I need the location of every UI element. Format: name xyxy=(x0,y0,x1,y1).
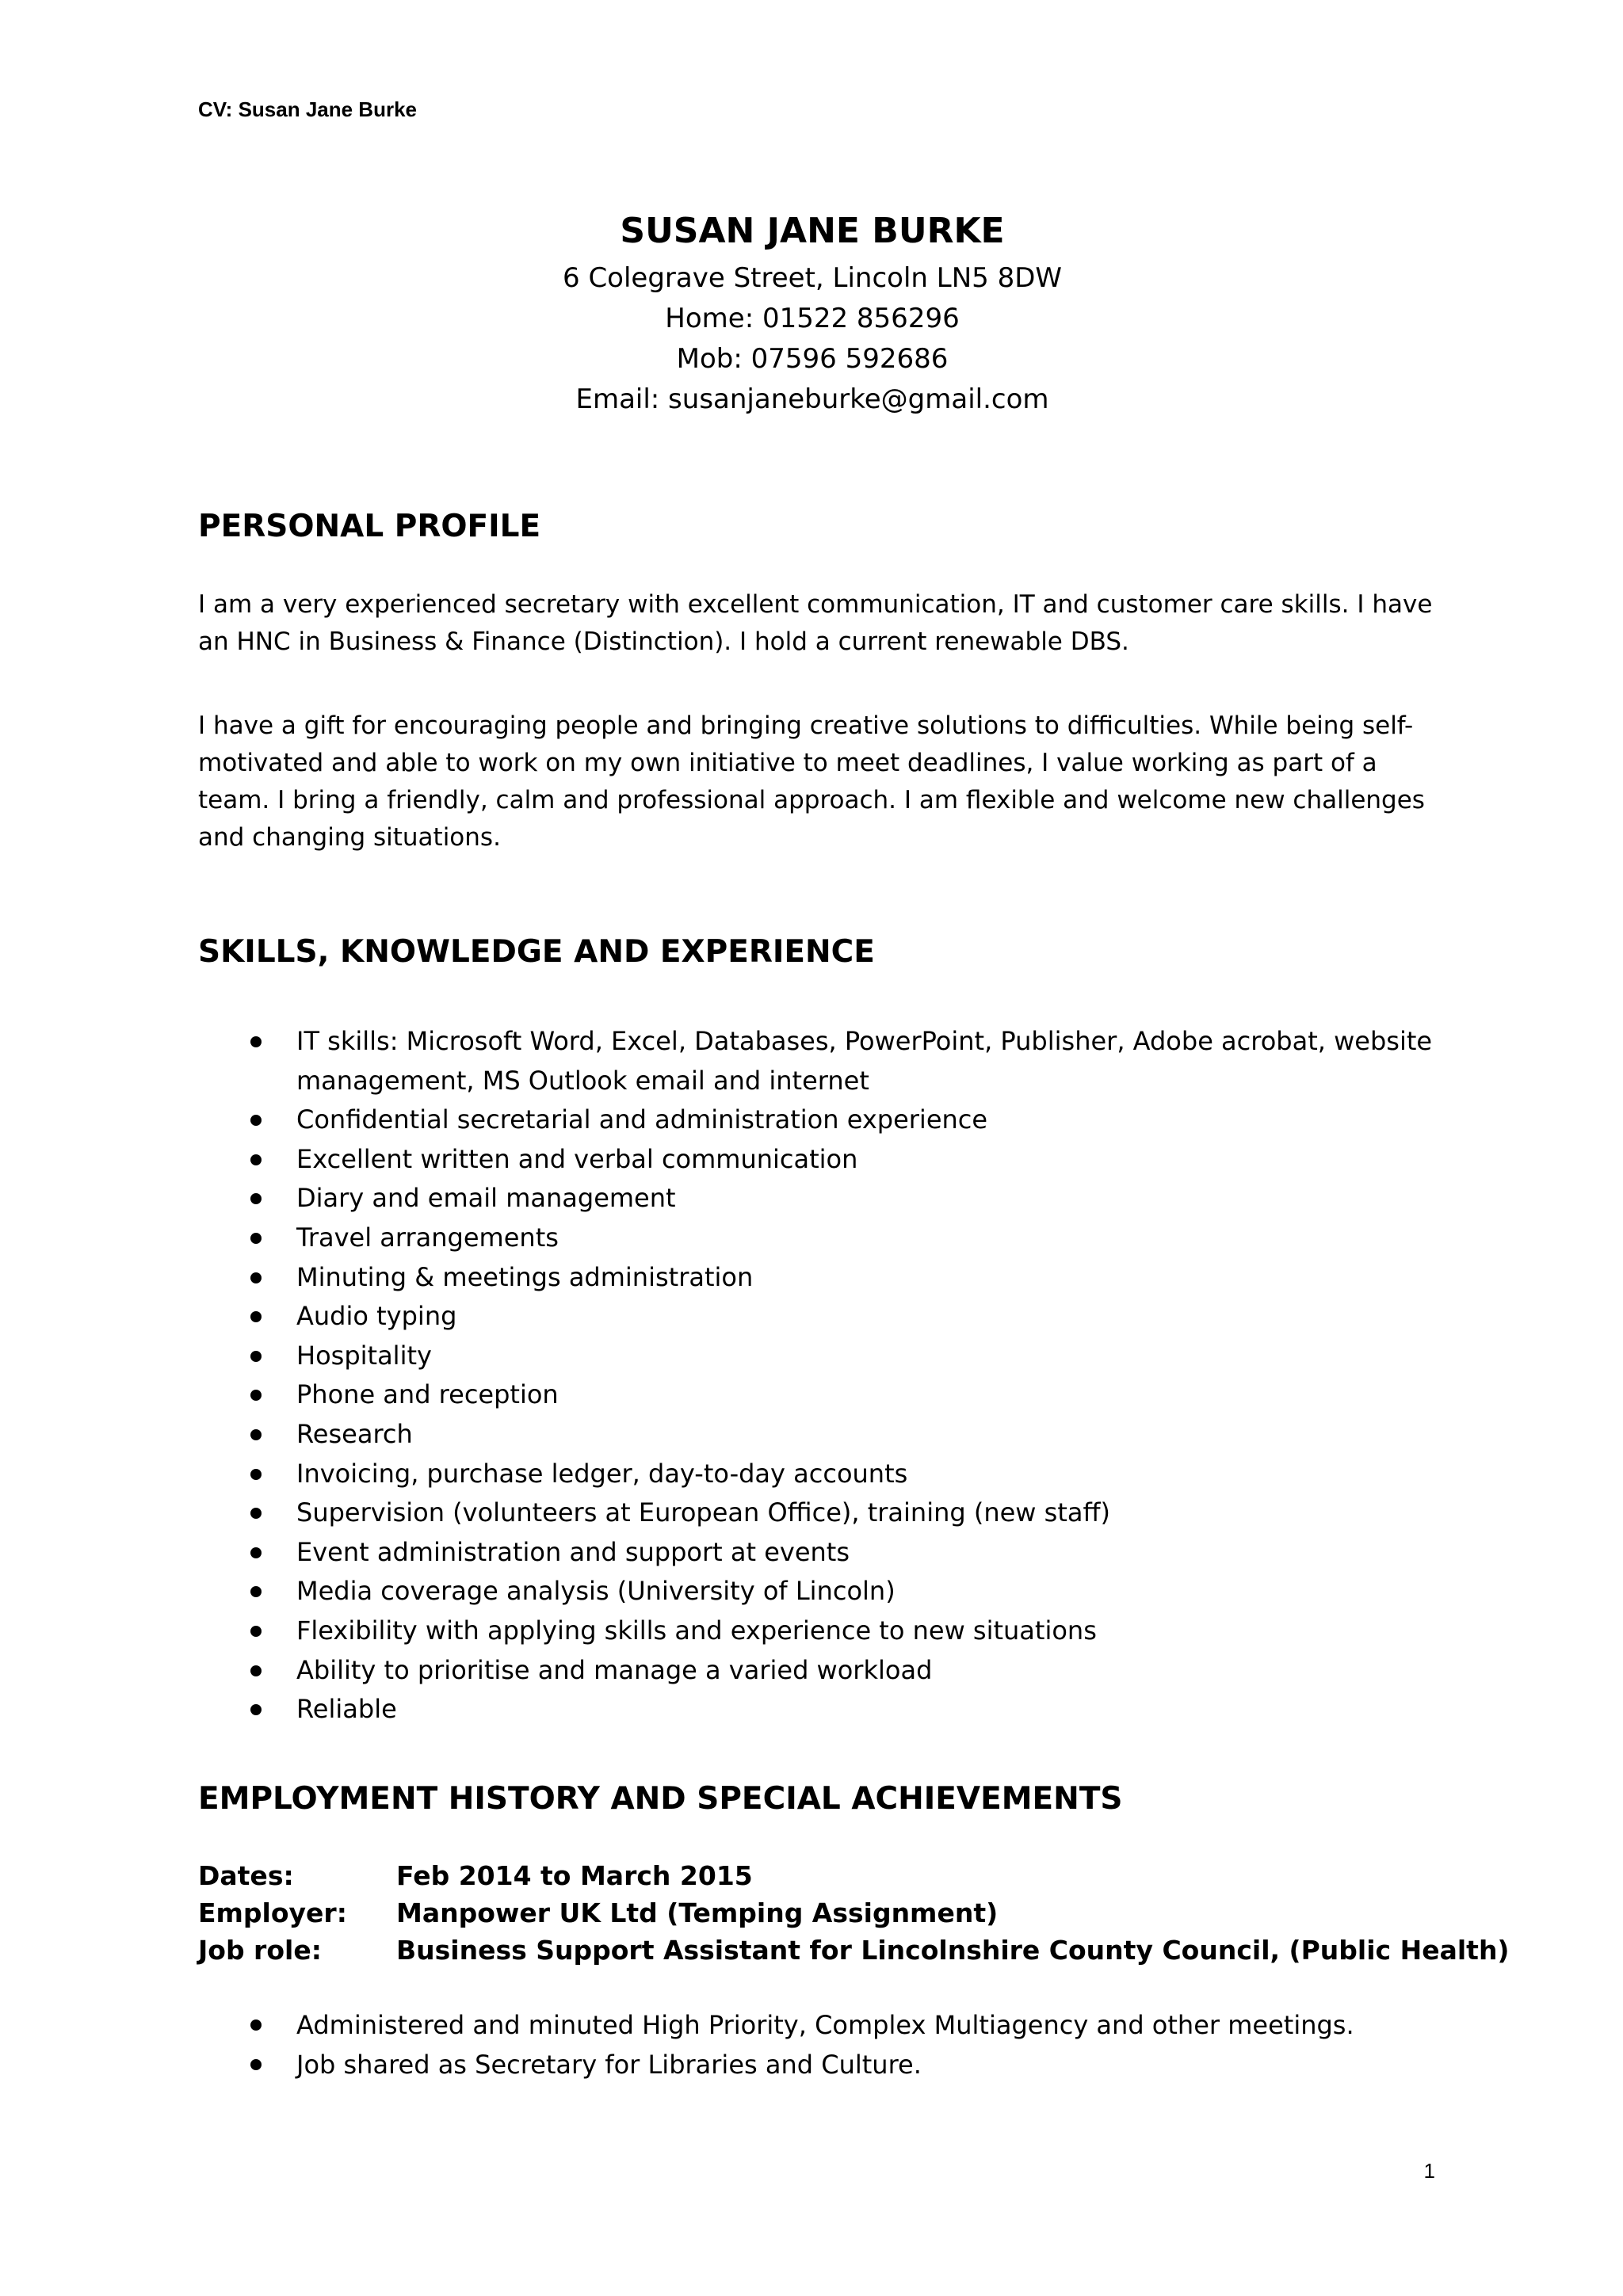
bullet-icon xyxy=(250,1665,262,1676)
bullet-icon xyxy=(250,2059,262,2070)
skill-text: Flexibility with applying skills and experience to new situations xyxy=(296,1615,1097,1646)
skill-text: Diary and email management xyxy=(296,1183,676,1214)
home-phone: Home: 01522 856296 xyxy=(665,303,960,334)
profile-paragraph-2-line: team. I bring a friendly, calm and professional approach. I am flexible and welcome new challenges xyxy=(198,786,1425,814)
skill-text: Excellent written and verbal communication xyxy=(296,1143,858,1174)
bullet-icon xyxy=(250,1704,262,1715)
skill-text: Invoicing, purchase ledger, day-to-day accounts xyxy=(296,1458,908,1489)
list-item xyxy=(198,1415,1450,1455)
page-number: 1 xyxy=(1423,2159,1435,2183)
employer-label: Employer: xyxy=(198,1897,347,1928)
skill-text: Confidential secretarial and administration experience xyxy=(296,1104,988,1135)
list-item xyxy=(198,1533,1450,1573)
skill-text: IT skills: Microsoft Word, Excel, Databases, PowerPoint, Publisher, Adobe acrobat, website management, MS Outlook email and internet xyxy=(296,1026,1433,1096)
list-item xyxy=(198,1375,1450,1415)
list-item xyxy=(198,1572,1450,1611)
list-item xyxy=(198,1258,1450,1298)
dates-value: Feb 2014 to March 2015 xyxy=(396,1860,753,1891)
list-item xyxy=(198,1179,1450,1219)
skill-text: Research xyxy=(296,1418,413,1449)
bullet-icon xyxy=(250,2019,262,2031)
skill-text: Phone and reception xyxy=(296,1379,559,1410)
bullet-icon xyxy=(250,1547,262,1558)
profile-paragraph-2 xyxy=(198,707,1450,856)
contact-block xyxy=(198,208,1426,420)
running-header: CV: Susan Jane Burke xyxy=(198,97,417,121)
skill-text: Hospitality xyxy=(296,1340,432,1371)
profile-paragraph-2-line: I have a gift for encouraging people and bringing creative solutions to difficulties. While being self- xyxy=(198,711,1414,740)
employment-heading: EMPLOYMENT HISTORY AND SPECIAL ACHIEVEMENTS xyxy=(198,1781,1123,1817)
list-item xyxy=(198,1651,1450,1691)
bullet-icon xyxy=(250,1390,262,1401)
list-item xyxy=(198,2005,1450,2045)
skill-text: Travel arrangements xyxy=(296,1222,559,1253)
bullet-icon xyxy=(250,1115,262,1126)
job-details xyxy=(198,1857,1510,1969)
mobile-phone: Mob: 07596 592686 xyxy=(676,343,949,375)
skill-text: Media coverage analysis (University of Lincoln) xyxy=(296,1576,896,1607)
bullet-icon xyxy=(250,1272,262,1283)
skills-list xyxy=(198,1022,1450,1730)
profile-paragraph-1-line: an HNC in Business & Finance (Distinction). I hold a current renewable DBS. xyxy=(198,627,1129,656)
skill-text: Reliable xyxy=(296,1694,397,1725)
bullet-icon xyxy=(250,1311,262,1322)
list-item xyxy=(198,1337,1450,1376)
bullet-icon xyxy=(250,1626,262,1637)
skill-text: Minuting & meetings administration xyxy=(296,1261,754,1292)
bullet-icon xyxy=(250,1508,262,1519)
profile-paragraph-2-line: and changing situations. xyxy=(198,823,501,852)
bullet-icon xyxy=(250,1036,262,1047)
profile-paragraph-1 xyxy=(198,586,1450,661)
employer-row xyxy=(198,1894,1510,1932)
skills-heading: SKILLS, KNOWLEDGE AND EXPERIENCE xyxy=(198,934,875,970)
list-item xyxy=(198,1455,1450,1494)
bullet-icon xyxy=(250,1154,262,1165)
bullet-icon xyxy=(250,1469,262,1480)
bullet-icon xyxy=(250,1233,262,1244)
employer-value: Manpower UK Ltd (Temping Assignment) xyxy=(396,1897,999,1928)
list-item xyxy=(198,1219,1450,1258)
list-item xyxy=(198,1022,1450,1100)
skill-text: Audio typing xyxy=(296,1301,457,1332)
job-role-value: Business Support Assistant for Lincolnshire County Council, (Public Health) xyxy=(396,1935,1510,1966)
list-item xyxy=(198,1493,1450,1533)
duty-text: Job shared as Secretary for Libraries and Culture. xyxy=(296,2050,922,2080)
dates-row xyxy=(198,1857,1510,1894)
profile-paragraph-1-line: I am a very experienced secretary with excellent communication, IT and customer care skills. I have xyxy=(198,590,1433,619)
duty-text: Administered and minuted High Priority, Complex Multiagency and other meetings. xyxy=(296,2010,1354,2040)
bullet-icon xyxy=(250,1429,262,1440)
job-role-label: Job role: xyxy=(198,1935,322,1966)
personal-profile-heading: PERSONAL PROFILE xyxy=(198,509,541,544)
email: Email: susanjaneburke@gmail.com xyxy=(575,383,1049,415)
bullet-icon xyxy=(250,1351,262,1362)
list-item xyxy=(198,1690,1450,1730)
job-role-row xyxy=(198,1932,1510,1969)
candidate-name: SUSAN JANE BURKE xyxy=(620,211,1005,251)
address: 6 Colegrave Street, Lincoln LN5 8DW xyxy=(563,262,1062,294)
list-item xyxy=(198,1611,1450,1651)
list-item xyxy=(198,2045,1450,2084)
bullet-icon xyxy=(250,1586,262,1597)
skill-text: Event administration and support at events xyxy=(296,1536,850,1567)
list-item xyxy=(198,1100,1450,1140)
profile-paragraph-2-line: motivated and able to work on my own initiative to meet deadlines, I value working as part of a xyxy=(198,749,1377,777)
skill-text: Supervision (volunteers at European Office), training (new staff) xyxy=(296,1497,1110,1528)
skill-text: Ability to prioritise and manage a varied workload xyxy=(296,1654,933,1685)
list-item xyxy=(198,1297,1450,1337)
bullet-icon xyxy=(250,1193,262,1204)
duties-list xyxy=(198,2005,1450,2084)
dates-label: Dates: xyxy=(198,1860,294,1891)
list-item xyxy=(198,1140,1450,1180)
